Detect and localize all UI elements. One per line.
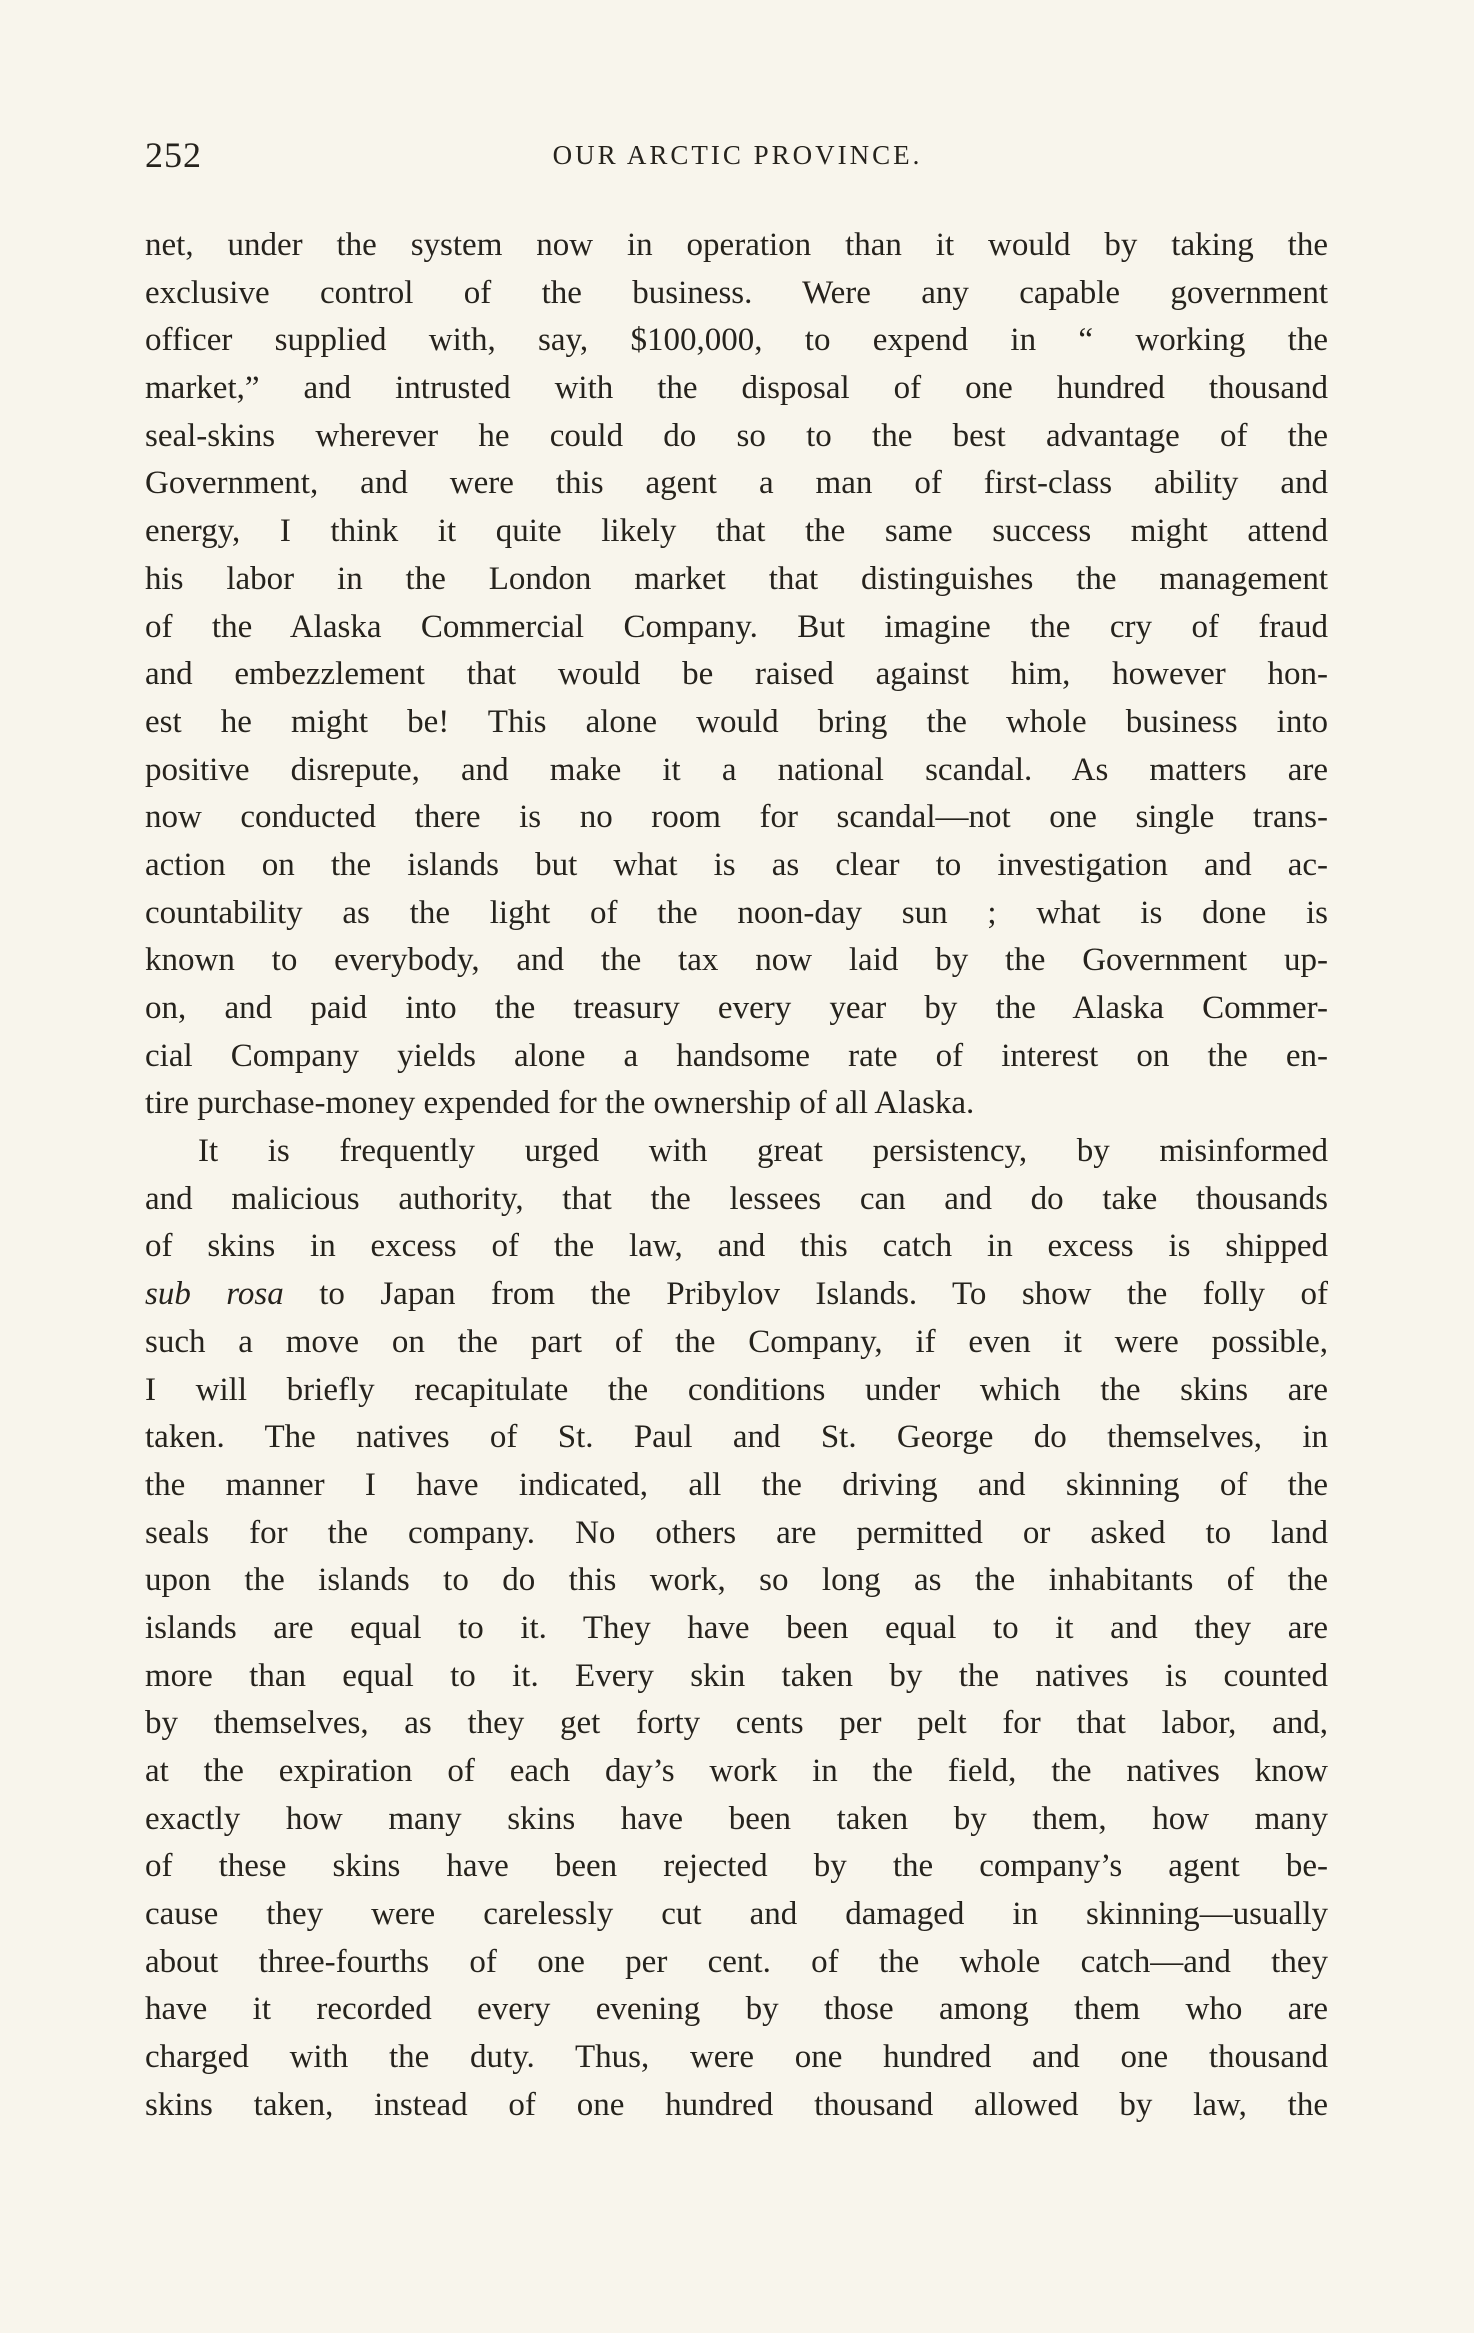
text-line: now conducted there is no room for scandal—not one single trans-	[145, 799, 1328, 836]
text-line: I will briefly recapitulate the conditions under which the skins are	[145, 1371, 1328, 1408]
text-line: at the expiration of each day’s work in the field, the natives know	[145, 1753, 1328, 1789]
text-line: exclusive control of the business. Were any capable government	[145, 274, 1328, 311]
text-line: skins taken, instead of one hundred thousand allowed by law, the	[145, 2086, 1328, 2123]
text-line: exactly how many skins have been taken by them, how many	[145, 1800, 1328, 1837]
page-number: 252	[145, 135, 202, 175]
text-line: seals for the company. No others are permitted or asked to land	[145, 1514, 1328, 1551]
text-line: of these skins have been rejected by the company’s agent be-	[145, 1848, 1328, 1885]
text-line: taken. The natives of St. Paul and St. George do themselves, in	[145, 1419, 1328, 1456]
text-line: on, and paid into the treasury every year by the Alaska Commer-	[145, 990, 1328, 1026]
text-line: of the Alaska Commercial Company. But imagine the cry of fraud	[145, 608, 1328, 645]
text-line: market,” and intrusted with the disposal of one hundred thousand	[145, 370, 1328, 407]
text-line: his labor in the London market that distinguishes the management	[145, 560, 1328, 597]
text-line: known to everybody, and the tax now laid by the Government up-	[145, 942, 1328, 979]
text-line: charged with the duty. Thus, were one hundred and one thousand	[145, 2039, 1328, 2076]
text-line: cial Company yields alone a handsome rate of interest on the en-	[145, 1037, 1328, 1074]
text-line: positive disrepute, and make it a national scandal. As matters are	[145, 751, 1328, 788]
paragraph-1	[145, 222, 1328, 1128]
text-line: have it recorded every evening by those among them who are	[145, 1991, 1328, 2028]
running-head	[145, 134, 1330, 184]
text-line: action on the islands but what is as clear to investigation and ac-	[145, 846, 1328, 883]
text-line: tire purchase-money expended for the ownership of all Alaska.	[145, 1085, 975, 1122]
text-line: officer supplied with, say, $100,000, to expend in “ working the	[145, 322, 1328, 359]
running-title: OUR ARCTIC PROVINCE.	[552, 140, 923, 170]
text-line: upon the islands to do this work, so long as the inhabitants of the	[145, 1562, 1328, 1599]
text-line: cause they were carelessly cut and damaged in skinning—usually	[145, 1896, 1328, 1933]
text-line: and malicious authority, that the lessees can and do take thousands	[145, 1180, 1328, 1217]
text-line: the manner I have indicated, all the driving and skinning of the	[145, 1466, 1328, 1503]
text-line: about three-fourths of one per cent. of the whole catch—and they	[145, 1943, 1328, 1980]
text-line: Government, and were this agent a man of first-class ability and	[145, 465, 1328, 502]
paragraph-2	[145, 1128, 1328, 2129]
text-line-rest: to Japan from the Pribylov Islands. To show the folly of	[283, 1276, 1328, 1313]
text-line: of skins in excess of the law, and this catch in excess is shipped	[145, 1228, 1328, 1265]
text-line: by themselves, as they get forty cents per pelt for that labor, and,	[145, 1705, 1328, 1742]
text-line: more than equal to it. Every skin taken by the natives is counted	[145, 1657, 1328, 1694]
text-line: countability as the light of the noon-day sun ; what is done is	[145, 894, 1328, 931]
text-line: and embezzlement that would be raised against him, however hon-	[145, 656, 1328, 693]
text-line: islands are equal to it. They have been equal to it and they are	[145, 1609, 1328, 1646]
text-line: energy, I think it quite likely that the same success might attend	[145, 513, 1328, 550]
body-text	[145, 222, 1328, 2130]
text-line: such a move on the part of the Company, if even it were possible,	[145, 1323, 1328, 1360]
italic-phrase: sub rosa	[145, 1276, 284, 1313]
text-line: It is frequently urged with great persistency, by misinformed	[198, 1133, 1328, 1170]
text-line: net, under the system now in operation than it would by taking the	[145, 227, 1328, 263]
text-line: seal-skins wherever he could do so to the best advantage of the	[145, 417, 1328, 454]
text-line: est he might be! This alone would bring the whole business into	[145, 703, 1328, 740]
text-line-with-italic	[145, 1271, 1328, 1319]
